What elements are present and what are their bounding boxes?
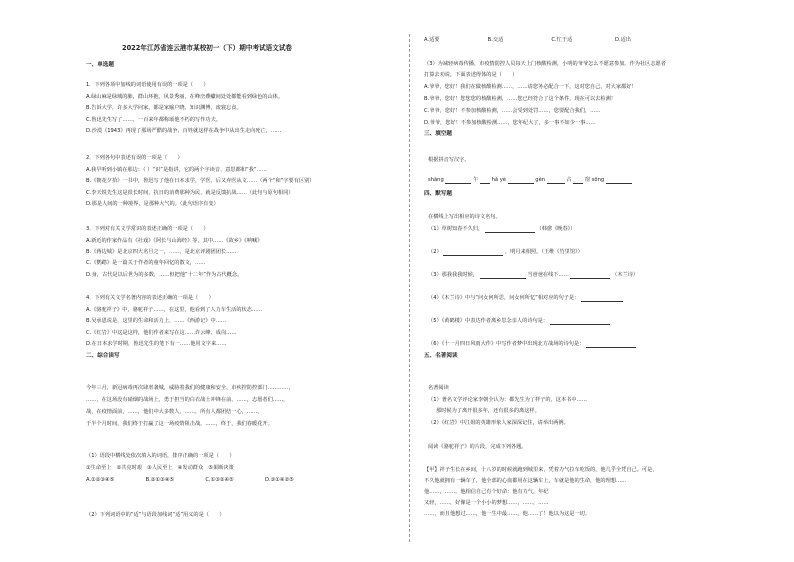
classics-question-1: （1）著名文学评论家李朝全认为：都先生为了样子的，这本书中……: [428, 397, 587, 403]
classics-question-2: （2）《红岩》中江姐的英雄形象人家深深记住，请举出两例。: [428, 420, 569, 426]
recite-1-text: （1）草树知春不久归，: [428, 226, 484, 232]
fill-instruction: 根据拼音写汉字。: [428, 157, 470, 163]
pinyin-3: hǎ yè: [491, 177, 506, 183]
recite-4-text: （4）《木兰诗》中与“问女何所思，问女何所忆”相对应的句子是：: [428, 295, 580, 301]
section-heading-classics: 五、名著阅读: [424, 353, 458, 359]
question-6-option-a[interactable]: A.适要: [424, 37, 440, 43]
question-5-option-b[interactable]: B.②①③④⑤: [145, 477, 175, 483]
question-6-option-c[interactable]: C.忙于适: [551, 37, 573, 43]
section-heading-fill-blank: 三、填空题: [424, 131, 452, 137]
pinyin-blank-4[interactable]: [547, 177, 565, 184]
pinyin-blank-6[interactable]: [606, 177, 632, 184]
question-6-stem: （2）下列词语中的“适”与语段加线词“适”用义的是（ ）: [86, 512, 225, 518]
pinyin-blank-2[interactable]: [480, 177, 490, 184]
question-4-option-a[interactable]: A.《骆驼祥子》中，骆驼祥子……，在这里，他看到了人力车生活的状态……: [86, 307, 263, 313]
recite-6-text: （6）《十一月四日风雨大作》中写作者梦中出现北方战场的诗句是：: [428, 341, 585, 347]
recite-6: [428, 340, 724, 348]
question-7-option-b[interactable]: B.爷爷，您好！您您您的核酸检测，……您已经符合了这个条件，现在可以去检测！: [424, 96, 616, 102]
recite-1: [428, 225, 724, 233]
pinyin-1: shāng: [428, 177, 444, 183]
recite-instruction: 在横线上写出相应的诗文名句。: [428, 214, 501, 220]
question-3-option-b[interactable]: B.《蒋边城》是北京四大名旦之一，……，是北京评剧团团长……: [86, 249, 237, 255]
pinyin-2: 午: [473, 177, 479, 183]
recite-3-blank-1[interactable]: [480, 272, 526, 279]
question-7-option-c[interactable]: C.爷爷，您好！不参加核酸检测，……会受到处罚……，您要配合我们，……: [424, 108, 601, 114]
question-4-option-d[interactable]: D.在日本求学时期，鲁迅先生的笔下有一……他用文字来……: [86, 341, 227, 347]
question-4-stem: 4．下列有关文学名著内容的表述正确的一项是（ ）: [86, 295, 214, 301]
question-1-option-b[interactable]: B.告诉大学，许多大学问家，都是家喻户晓，知识渊博，废寝忘食。: [86, 105, 242, 111]
section-heading-comprehensive: 二、综合读写: [86, 353, 120, 359]
question-5-option-c[interactable]: C.①③②④⑤: [205, 477, 234, 483]
passage-line-2: ……，在这场没有硝烟的战场上，勇于担当的白衣战士冲锋在前，……，志愿者们……，: [86, 397, 289, 403]
question-1-option-d[interactable]: D.沙漠《1943》再现了那场严酷的战争，百姓就这样在战争中从出生走向死亡，……: [86, 128, 282, 134]
recite-1-source: （韩愈《晚春》）: [536, 226, 576, 232]
question-4-option-c[interactable]: C.《红岩》中这是这样，他们作者来写在这……许云峰、成岗……: [86, 330, 237, 336]
recite-2-blank[interactable]: [443, 249, 503, 256]
question-6-option-d[interactable]: D.适出: [614, 37, 631, 43]
question-1-option-a[interactable]: A.绿山麻是绿城的肺，群山环抱，风景秀丽，在峰峦叠巘间处处都能看到绿色的山体。: [86, 94, 284, 100]
column-divider: [409, 34, 410, 542]
excerpt-line-1: 【甲】祥子生长在乡间，十八岁的时候就跑到城里来，凭着力气拉车吃饭的，他几乎全凭自己。可是，: [424, 467, 658, 473]
passage-line-3: 战，在疫情面前，……，他们中大多数人，……，所有人都团结一心，……，: [86, 409, 263, 415]
question-5-items: ①生命至上 ②共克时艰 ③人民至上 ④发动群众 ⑤果断决策: [86, 465, 234, 471]
recite-2-source: ，明月来相照。（王维《竹里馆》）: [505, 249, 583, 255]
question-2-option-c[interactable]: C.李天锐先生这是很长时间，抗日的消费那种为民，就是反馈抗战……（此句与原句相同）: [86, 190, 294, 196]
question-7-stem-line-2: 打算去劝说，下面表述得体的是（ ）: [424, 72, 518, 78]
pinyin-blank-1[interactable]: [445, 177, 471, 184]
recite-3-text: （3）那我我我时候，: [428, 272, 478, 278]
question-3-option-d[interactable]: D.身，古代是以后世为的多数，……但把他“十二年”作为古代概念。: [86, 272, 243, 278]
recite-3: [428, 271, 724, 279]
question-5-stem: （1）语段中横线处依次填入的词语，排序正确的一项是（ ）: [86, 453, 235, 459]
recite-5-blank[interactable]: [550, 318, 610, 325]
question-1-stem: 1．下列各项中加线的词语使用有误的一项是（ ）: [86, 82, 209, 88]
classics-question-1-cont: 那时候为了离开很多年，还有很多的离这样。: [436, 408, 540, 414]
recite-2: [428, 248, 724, 256]
passage-line-1: 今年三月，新冠病毒再次肆虐袭城，威胁着我们的健康和安全，市疾控防控部门…………，: [86, 385, 294, 391]
question-2-option-a[interactable]: A.我早听到小镇在那边：（ ）“识”是指讲，它的两个字读音、意思都和“我”……: [86, 167, 267, 173]
question-7-option-d[interactable]: D.爷爷，您好！不参加核酸检测……，您年纪大了，多一事不如少一事……: [424, 120, 596, 126]
question-7-option-a[interactable]: A.爷爷，您好！我们在做核酸检测……，……请您务必配合一下，这对您自己，对大家都好！: [424, 84, 637, 90]
question-2-option-b[interactable]: B.《朝花夕拾》一书中，鲁迅写了他在日本求学，学医，后又弃医从文……（两个“和”字要有区别）: [86, 178, 315, 184]
pinyin-blank-3[interactable]: [508, 177, 534, 184]
recite-3-blank-2[interactable]: [570, 272, 610, 279]
recite-4: [428, 294, 724, 302]
recite-3-mid: 当爸爸在线下……: [527, 272, 569, 278]
reading-instruction: 阅读《骆驼祥子》的片段，完成下列各题。: [428, 444, 527, 450]
excerpt-line-3: 他……，……。他相信自己有个好命：他有力气，年纪: [424, 489, 549, 495]
section-heading-recite: 四、默写题: [424, 191, 452, 197]
question-6-option-b[interactable]: B.交适: [487, 37, 504, 43]
question-3-option-c[interactable]: C.《鹦鹉》是一篇关于作者的童年回忆的散文，……: [86, 260, 206, 266]
question-5-option-d[interactable]: D.③①④②⑤: [264, 477, 294, 483]
question-4-option-b[interactable]: B.吴承恩说是，这里的生命和活力上，……《西游记》中……: [86, 318, 227, 324]
recite-5-text: （5）《黄鹤楼》中表达作者离乡思念亲人的诗句是：: [428, 318, 549, 324]
classics-subtitle: 名著阅读: [428, 385, 449, 391]
pinyin-row: [428, 176, 724, 184]
excerpt-line-4: 又轻，……，好像是一个小小的梦想……，……，……: [424, 500, 549, 506]
pinyin-blank-5[interactable]: [573, 177, 583, 184]
question-2-option-d[interactable]: D.那是人间的一种境界，是那种大气的。（此句语序有变）: [86, 201, 219, 207]
question-5-option-a[interactable]: A.①②③④⑤: [86, 477, 115, 483]
excerpt-line-5: ……，而且他想过……，他一生中最……。他……了！他以为这是一切。: [424, 511, 591, 517]
pinyin-5: 古: [566, 177, 572, 183]
question-2-stem: 2．下列各句中表述有误的一项是（ ）: [86, 155, 183, 161]
recite-1-blank[interactable]: [485, 226, 535, 233]
question-6-options: [424, 36, 724, 44]
passage-line-4: 于半个月时间，我们终于打赢了这一场疫情阻击战，……，终于，我们春暖花开。: [86, 421, 273, 427]
question-5-options: [86, 476, 398, 484]
pinyin-4: gèn: [535, 177, 546, 183]
question-1-option-c[interactable]: C.鲁迅先生写了……，一百来年都称颂他不朽的写作功夫。: [86, 117, 221, 123]
recite-6-blank[interactable]: [586, 341, 636, 348]
excerpt-line-2: 不久他就拥有一辆车了，他全部的心血都用在这辆车上，车就是他的生命，他的理想……: [424, 478, 627, 484]
question-3-stem: 3．下列对有关文学常识的表述正确的一项是（ ）: [86, 226, 209, 232]
question-7-stem-line-1: （3）为减轻病毒传播，市疫情防控人员每天上门核酸检测，小明的爷爷怎么不愿意参加。作为社区志愿者: [424, 61, 666, 67]
recite-5: [428, 317, 724, 325]
recite-2-text: （2）: [428, 249, 442, 255]
pinyin-6: 窗 sōng: [584, 177, 605, 183]
page-title: 2022年江苏省连云港市某校初一（下）期中考试语文试卷: [122, 44, 293, 52]
recite-4-blank[interactable]: [581, 295, 623, 302]
section-heading-single-choice: 一、单选题: [86, 62, 114, 68]
question-3-option-a[interactable]: A.新近的作家作品有《社戏》《阿长与山海经》等，其中……《故乡》《呐喊》: [86, 238, 263, 244]
recite-3-source: （木兰诗）: [612, 272, 639, 278]
